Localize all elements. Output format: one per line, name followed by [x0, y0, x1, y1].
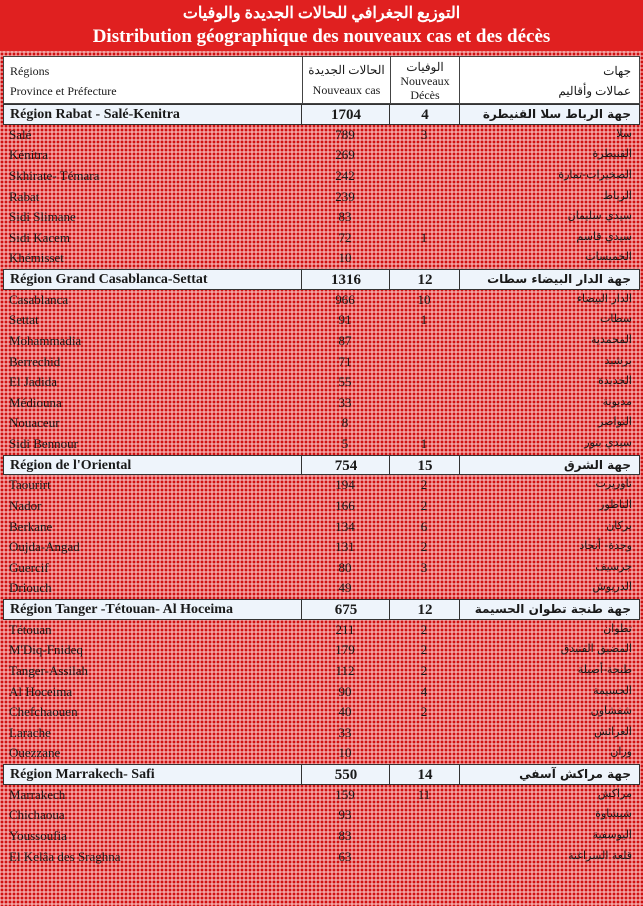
name-fr: Région de l'Oriental [10, 457, 132, 473]
province-row [3, 372, 640, 393]
province-row [3, 682, 640, 703]
province-row [3, 558, 640, 579]
new-cases: 80 [338, 559, 352, 575]
new-deaths: 3 [420, 126, 428, 142]
name-ar: المحمدية [591, 332, 632, 346]
name-fr: Tanger-Assilah [9, 662, 88, 678]
name-fr: El Jadida [9, 374, 58, 390]
name-fr: Settat [9, 312, 39, 328]
name-ar: اليوسفية [592, 827, 632, 841]
header-cases-ar: الحالات الجديدة [308, 63, 385, 77]
new-cases: 93 [338, 807, 352, 823]
name-ar: الحسيمة [593, 683, 632, 697]
new-cases: 754 [334, 457, 358, 474]
new-cases: 87 [338, 332, 352, 348]
new-deaths: 6 [420, 518, 428, 534]
name-ar: مراكش [597, 786, 632, 800]
new-deaths: 2 [420, 621, 428, 637]
name-fr: Oujda-Angad [9, 539, 80, 555]
province-row [3, 187, 640, 208]
province-row [3, 434, 640, 455]
province-row [3, 125, 640, 146]
new-cases: 55 [338, 374, 352, 390]
title-banner [0, 0, 643, 51]
new-deaths: 15 [417, 457, 433, 474]
header-regions-label: Régions [10, 64, 50, 78]
name-ar: شفشاون [590, 704, 632, 718]
table-body [3, 104, 640, 867]
new-cases: 242 [335, 167, 355, 183]
new-cases: 211 [335, 621, 355, 637]
header-region-ar [461, 61, 631, 101]
new-deaths: 4 [421, 107, 429, 123]
new-cases: 71 [338, 353, 352, 369]
new-cases: 83 [338, 827, 352, 843]
new-deaths: 10 [417, 291, 431, 307]
name-ar: شيشاوة [595, 807, 632, 821]
name-ar: جهة مراكش آسفي [519, 767, 631, 781]
header-region-fr [10, 61, 290, 101]
name-fr: Al Hoceima [9, 683, 73, 699]
province-row [3, 578, 640, 599]
name-ar: جهة طنجة تطوان الحسيمة [474, 602, 631, 616]
name-ar: الخميسات [585, 250, 632, 264]
name-fr: Mohammadia [9, 332, 82, 348]
new-cases: 49 [338, 580, 352, 596]
name-fr: Taourirt [9, 477, 51, 493]
name-ar: جهة الرباط سلا القنيطرة [482, 107, 631, 121]
province-row [3, 723, 640, 744]
new-cases: 10 [338, 745, 352, 761]
name-ar: القنيطرة [592, 147, 632, 161]
name-fr: Sidi Kacem [9, 229, 71, 245]
banner-title-french: Distribution géographique des nouveaux cas et des décès [92, 26, 551, 47]
name-ar: الصخيرات-تمارة [558, 167, 632, 181]
name-fr: Skhirate- Témara [9, 167, 100, 183]
name-fr: El Kelâa des Sraghna [9, 848, 121, 864]
name-ar: الجديدة [598, 374, 632, 388]
region-row [3, 269, 640, 290]
name-fr: Médiouna [9, 394, 62, 410]
banner-title-arabic: التوزيع الجغرافي للحالات الجديدة والوفيات [182, 5, 461, 22]
province-row [3, 640, 640, 661]
province-row [3, 166, 640, 187]
new-cases: 131 [335, 539, 355, 555]
name-fr: Kénitra [9, 147, 48, 163]
name-fr: Youssoufia [9, 827, 67, 843]
province-row [3, 620, 640, 641]
province-row [3, 743, 640, 764]
new-deaths: 2 [420, 704, 428, 720]
name-fr: Sidi Bennour [9, 436, 78, 451]
name-ar: قلعة السراغنة [568, 848, 632, 862]
new-cases: 90 [338, 683, 352, 699]
new-deaths: 2 [420, 497, 428, 513]
province-row [3, 290, 640, 311]
province-row [3, 207, 640, 228]
new-cases: 269 [335, 147, 355, 163]
header-province-label: Province et Préfecture [10, 84, 117, 98]
province-row [3, 537, 640, 558]
province-row [3, 393, 640, 414]
region-row [3, 104, 640, 125]
header-deaths [390, 57, 460, 103]
new-cases: 91 [338, 312, 352, 328]
header-deaths-ar: الوفيات [406, 60, 444, 74]
name-fr: Ouezzane [9, 745, 61, 761]
new-deaths: 1 [420, 312, 428, 328]
name-ar: الدار البيضاء [576, 291, 632, 305]
region-row [3, 599, 640, 620]
name-ar: تاوريرت [595, 477, 632, 491]
new-cases: 63 [338, 848, 352, 864]
name-ar: سلا [616, 126, 632, 140]
new-cases: 675 [334, 602, 358, 618]
province-row [3, 352, 640, 373]
name-ar: الدريوش [592, 580, 632, 594]
name-fr: Casablanca [9, 291, 69, 307]
name-ar: المضيق الفنيدق [560, 642, 632, 656]
new-cases: 8 [341, 415, 349, 431]
new-cases: 5 [341, 436, 349, 451]
new-cases: 40 [338, 704, 352, 720]
name-fr: Nador [9, 497, 42, 513]
new-cases: 1316 [331, 272, 361, 288]
name-ar: سيدي سليمان [567, 209, 632, 223]
province-row [3, 805, 640, 826]
name-fr: Khémisset [9, 250, 64, 266]
name-fr: Région Grand Casablanca-Settat [10, 272, 208, 287]
header-cases-fr: Nouveaux cas [312, 83, 381, 97]
new-deaths: 12 [417, 602, 433, 618]
province-row [3, 331, 640, 352]
name-fr: Driouch [9, 580, 52, 596]
name-ar: سيدي قاسم [576, 229, 632, 243]
new-deaths: 2 [420, 539, 428, 555]
new-cases: 1704 [331, 107, 361, 123]
name-ar: تطوان [603, 621, 632, 635]
name-fr: Région Rabat - Salé-Kenitra [10, 107, 180, 122]
name-ar: وزان [610, 745, 632, 759]
new-cases: 166 [335, 497, 355, 513]
new-deaths: 2 [420, 662, 428, 678]
name-ar: بركان [606, 518, 632, 532]
name-fr: M'Diq-Fnideq [9, 642, 83, 658]
name-ar: الناظور [599, 497, 632, 511]
new-cases: 33 [338, 724, 352, 740]
name-fr: Rabat [9, 188, 40, 204]
new-deaths: 11 [417, 786, 431, 802]
name-ar: مديونة [602, 394, 632, 408]
name-fr: Chefchaouen [9, 704, 78, 720]
new-cases: 179 [335, 642, 355, 658]
name-ar: وجدة- أنجاد [579, 539, 632, 553]
new-cases: 239 [335, 188, 355, 204]
name-ar: الرباط [602, 188, 632, 202]
name-fr: Région Tanger -Tétouan- Al Hoceima [10, 602, 233, 617]
header-cases [302, 57, 390, 103]
name-ar: برشيد [604, 353, 632, 367]
name-fr: Région Marrakech- Safi [10, 767, 155, 782]
province-row [3, 785, 640, 806]
province-row [3, 702, 640, 723]
header-province-ar: عمالات وأقاليم [558, 84, 631, 98]
province-row [3, 413, 640, 434]
name-fr: Larache [9, 724, 51, 740]
header-regions-ar: جهات [603, 64, 631, 78]
new-deaths: 1 [420, 229, 428, 245]
name-fr: Guercif [9, 559, 49, 575]
new-deaths: 2 [420, 642, 428, 658]
name-ar: طنجة-أصيلة [577, 662, 632, 676]
province-row [3, 248, 640, 269]
name-fr: Nouaceur [9, 415, 60, 431]
name-ar: العرائش [594, 724, 632, 738]
header-deaths-fr1: Nouveaux [400, 74, 450, 88]
new-deaths: 4 [420, 683, 428, 699]
new-cases: 159 [335, 786, 355, 802]
province-row [3, 310, 640, 331]
region-row [3, 455, 640, 476]
new-cases: 72 [338, 229, 352, 245]
province-row [3, 145, 640, 166]
new-cases: 10 [338, 250, 352, 266]
name-fr: Marrakech [9, 786, 66, 802]
new-deaths: 1 [420, 436, 428, 451]
new-cases: 33 [338, 394, 352, 410]
new-cases: 966 [335, 291, 355, 307]
name-ar: سطات [600, 312, 632, 326]
new-deaths: 2 [420, 477, 428, 493]
region-row [3, 764, 640, 785]
name-ar: سيدي بنور [584, 436, 632, 449]
province-row [3, 847, 640, 868]
name-ar: جرسيف [595, 559, 632, 573]
name-fr: Salé [9, 126, 32, 142]
name-ar: النواصر [598, 415, 632, 429]
province-row [3, 496, 640, 517]
new-cases: 550 [334, 767, 358, 783]
new-cases: 112 [335, 662, 355, 678]
name-fr: Berrechid [9, 353, 61, 369]
new-cases: 194 [335, 477, 355, 493]
name-fr: Berkane [9, 518, 53, 534]
name-ar: جهة الشرق [563, 457, 631, 472]
province-row [3, 475, 640, 496]
name-ar: جهة الدار البيضاء سطات [487, 272, 631, 286]
province-row [3, 228, 640, 249]
name-fr: Sidi Slimane [9, 209, 76, 225]
new-cases: 134 [335, 518, 355, 534]
name-fr: Chichaoua [9, 807, 65, 823]
new-cases: 83 [338, 209, 352, 225]
new-deaths: 14 [417, 767, 433, 783]
province-row [3, 517, 640, 538]
header-deaths-fr2: Décès [410, 88, 440, 102]
table-header [3, 56, 640, 104]
province-row [3, 661, 640, 682]
name-fr: Tétouan [9, 621, 52, 637]
new-deaths: 3 [420, 559, 428, 575]
new-deaths: 12 [417, 272, 433, 288]
new-cases: 789 [335, 126, 355, 142]
province-row [3, 826, 640, 847]
